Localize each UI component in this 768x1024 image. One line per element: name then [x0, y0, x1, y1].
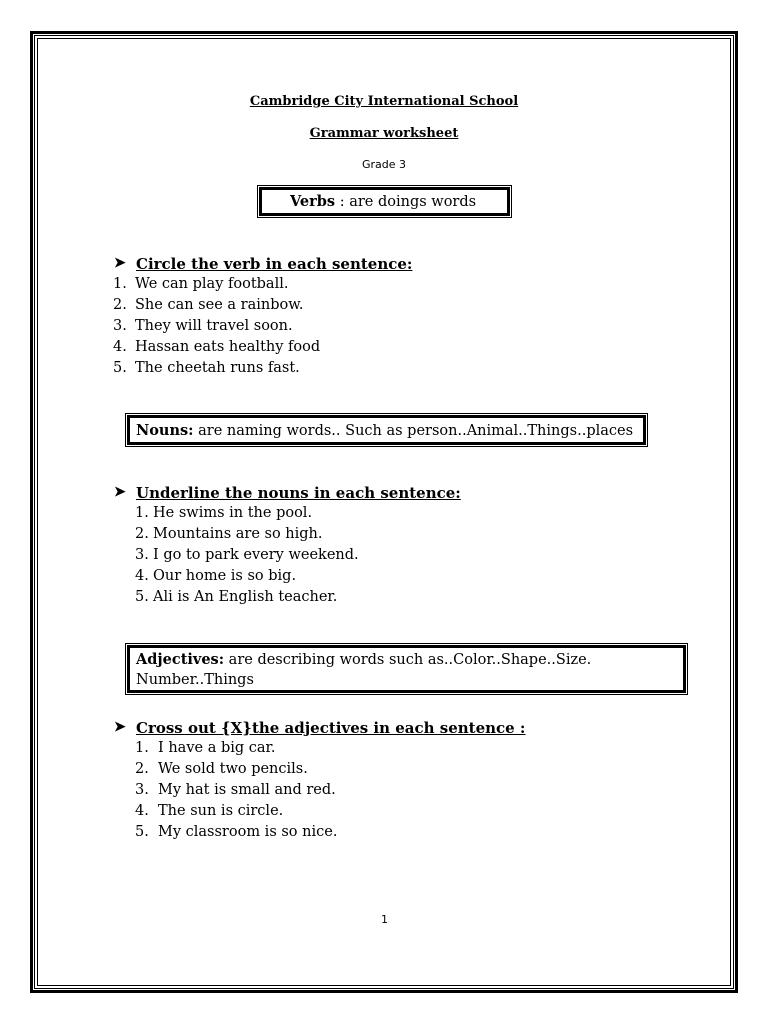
item-text: Ali is An English teacher.	[153, 589, 338, 605]
item-text: Mountains are so high.	[153, 526, 323, 542]
item-text: He swims in the pool.	[153, 505, 313, 521]
adjectives-definition	[136, 649, 591, 671]
arrow-bullet-icon: ➤	[114, 719, 126, 735]
nouns-definition	[136, 420, 633, 442]
worksheet-title: Grammar worksheet	[309, 126, 459, 141]
section2-list	[135, 503, 359, 608]
list-item	[135, 759, 337, 780]
item-number: 4.	[135, 803, 149, 819]
item-number: 1.	[135, 505, 149, 521]
item-number: 4.	[113, 339, 127, 355]
list-item	[113, 358, 320, 379]
page-number: 1	[381, 913, 388, 926]
item-number: 5.	[113, 360, 127, 376]
verbs-definition	[290, 191, 476, 213]
item-text: The cheetah runs fast.	[135, 360, 300, 376]
item-text: I have a big car.	[158, 740, 276, 756]
adjectives-definition-line2: Number..Things	[136, 672, 254, 688]
list-item	[113, 274, 320, 295]
arrow-bullet-icon: ➤	[114, 484, 126, 500]
section2-heading: Underline the nouns in each sentence:	[136, 484, 461, 502]
nouns-term: Nouns:	[136, 422, 194, 439]
item-number: 2.	[135, 761, 149, 777]
list-item	[135, 524, 359, 545]
item-text: They will travel soon.	[135, 318, 293, 334]
item-number: 1.	[113, 276, 127, 292]
section3-heading: Cross out {X}the adjectives in each sentence :	[136, 719, 526, 737]
list-item	[113, 316, 320, 337]
section1-heading: Circle the verb in each sentence:	[136, 255, 413, 273]
list-item	[135, 545, 359, 566]
item-text: Hassan eats healthy food	[135, 339, 321, 355]
section3-list	[135, 738, 337, 843]
list-item	[113, 295, 320, 316]
adjectives-term: Adjectives:	[136, 651, 225, 668]
section1-list	[113, 274, 320, 379]
list-item	[135, 566, 359, 587]
item-text: We sold two pencils.	[158, 761, 308, 777]
item-number: 2.	[113, 297, 127, 313]
item-number: 3.	[135, 547, 149, 563]
item-text: Our home is so big.	[153, 568, 297, 584]
item-text: We can play football.	[135, 276, 289, 292]
item-text: The sun is circle.	[158, 803, 284, 819]
adjectives-definition-text: are describing words such as..Color..Shape..Size.	[224, 652, 592, 668]
list-item	[135, 801, 337, 822]
list-item	[113, 337, 320, 358]
list-item	[135, 780, 337, 801]
arrow-bullet-icon: ➤	[114, 255, 126, 271]
list-item	[135, 738, 337, 759]
item-text: I go to park every weekend.	[153, 547, 359, 563]
item-number: 3.	[113, 318, 127, 334]
list-item	[135, 587, 359, 608]
item-number: 5.	[135, 589, 149, 605]
list-item	[135, 503, 359, 524]
list-item	[135, 822, 337, 843]
item-text: My hat is small and red.	[158, 782, 336, 798]
item-number: 2.	[135, 526, 149, 542]
item-number: 5.	[135, 824, 149, 840]
item-text: She can see a rainbow.	[135, 297, 304, 313]
grade-label: Grade 3	[361, 158, 407, 171]
item-number: 4.	[135, 568, 149, 584]
item-number: 1.	[135, 740, 149, 756]
item-text: My classroom is so nice.	[158, 824, 338, 840]
nouns-definition-text: are naming words.. Such as person..Animal..Things..places	[193, 423, 634, 439]
item-number: 3.	[135, 782, 149, 798]
verbs-term: Verbs	[290, 193, 336, 210]
verbs-definition-text: : are doings words	[335, 194, 477, 210]
school-name: Cambridge City International School	[249, 94, 519, 109]
